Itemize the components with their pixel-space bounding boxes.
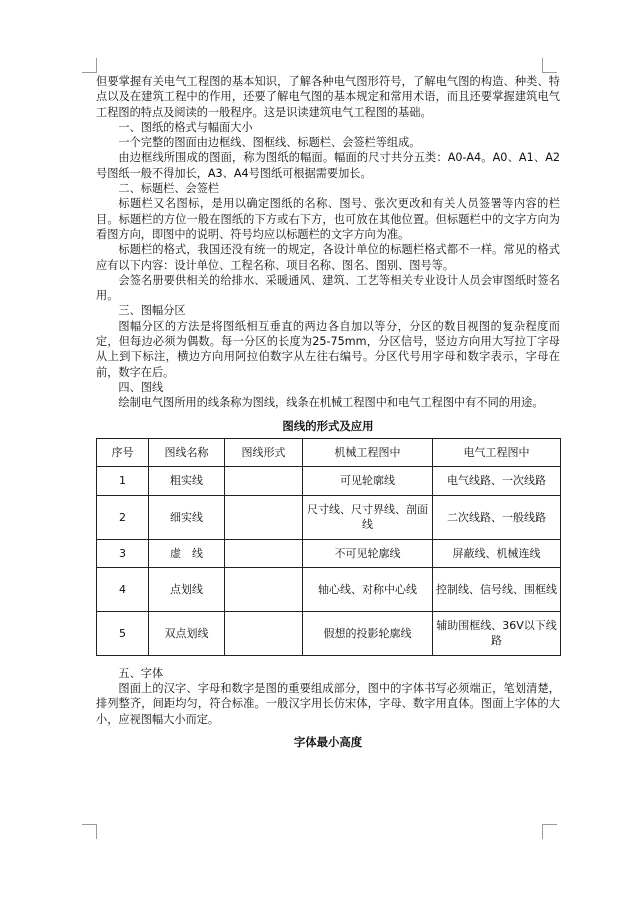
bottom-table-caption: 字体最小高度 [293,735,363,750]
crop-mark-top-left [82,58,97,73]
cell-line-form [225,611,303,655]
table-row [97,611,561,655]
cell-line-name: 粗实线 [149,466,225,495]
paragraph: 图面上的汉字、字母和数字是图的重要组成部分，图中的字体书写必须端正，笔划清楚，排列整齐，间距均匀，符合标准。一般汉字用长仿宋体，字母、数字用直体。图面上字体的大小，应视图幅大小而定。 [96,682,560,726]
cell-mechanical: 轴心线、对称中心线 [303,567,433,611]
cell-no: 4 [97,567,149,611]
paragraphs-bottom [96,666,560,727]
cell-line-form [225,495,303,539]
header-line-form: 图线形式 [225,438,303,466]
table-row [97,539,561,567]
paragraphs-top [96,74,560,411]
paragraph: 标题栏又名图标，是用以确定图纸的名称、图号、张次更改和有关人员签署等内容的栏目。标题栏的方位一般在图纸的下方或右下方，也可放在其他位置。但标题栏中的文字方向为看图方向，即图中的说明、符号均应以标题栏的文字方向为准。 [96,197,560,241]
paragraph: 由边框线所围成的图面，称为图纸的幅面。幅面的尺寸共分五类：A0-A4。A0、A1、A2号图纸一般不得加长，A3、A4号图纸可根据需要加长。 [96,151,560,180]
cell-no: 5 [97,611,149,655]
cell-line-name: 虚 线 [149,539,225,567]
cell-line-name: 双点划线 [149,611,225,655]
header-electrical: 电气工程图中 [433,438,561,466]
cell-line-name: 细实线 [149,495,225,539]
cell-line-form [225,466,303,495]
line-types-table [96,438,561,656]
table-row [97,567,561,611]
paragraph: 五、字体 [118,666,164,680]
table-row [97,466,561,495]
cell-mechanical: 不可见轮廓线 [303,539,433,567]
paragraph: 标题栏的格式，我国还没有统一的规定，各设计单位的标题栏格式都不一样。常见的格式应有以下内容：设计单位、工程名称、项目名称、图名、图别、图号等。 [96,243,560,272]
spacer [96,656,560,666]
cell-mechanical: 可见轮廓线 [303,466,433,495]
header-no: 序号 [97,438,149,466]
cell-electrical: 二次线路、一般线路 [433,495,561,539]
paragraph: 四、图线 [118,380,164,394]
paragraph: 一、图纸的格式与幅面大小 [118,120,253,134]
crop-mark-top-right [542,58,557,73]
table-row [97,495,561,539]
paragraph: 二、标题栏、会签栏 [118,182,220,196]
paragraph: 会签名册要供相关的给排水、采暖通风、建筑、工艺等相关专业设计人员会审图纸时签名用。 [96,273,560,303]
cell-electrical: 屏蔽线、机械连线 [433,539,561,567]
cell-no: 1 [97,466,149,495]
cell-electrical: 控制线、信号线、围框线 [433,567,561,611]
cell-no: 2 [97,495,149,539]
cell-electrical: 电气线路、一次线路 [433,466,561,495]
paragraph: 但要掌握有关电气工程图的基本知识，了解各种电气图形符号，了解电气图的构造、种类、特点以及在建筑工程中的作用，还要了解电气图的基本规定和常用术语，而且还要掌握建筑电气工程图的特点及阅读的一般程序。这是识读建筑电气工程图的基础。 [96,75,560,119]
cell-mechanical: 尺寸线、尺寸界线、剖面线 [303,495,433,539]
paragraph: 绘制电气图所用的线条称为图线，线条在机械工程图中和电气工程图中有不同的用途。 [118,396,544,410]
paragraph: 图幅分区的方法是将图纸相互垂直的两边各自加以等分，分区的数目视图的复杂程度而定，但每边必须为偶数。每一分区的长度为25-75mm，分区信号，竖边方向用大写拉丁字母从上到下标注，横边方向用阿拉伯数字从左往右编号。分区代号用字母和数字表示，字母在前，数字在后。 [96,319,560,379]
cell-electrical: 辅助围框线、36V以下线路 [433,611,561,655]
table-caption: 图线的形式及应用 [282,418,374,433]
page-content [96,74,560,754]
crop-mark-bottom-right [542,824,557,839]
crop-mark-bottom-left [82,824,97,839]
cell-line-form [225,567,303,611]
header-mechanical: 机械工程图中 [303,438,433,466]
cell-line-name: 点划线 [149,567,225,611]
cell-no: 3 [97,539,149,567]
cell-mechanical: 假想的投影轮廓线 [303,611,433,655]
table-header-row [97,438,561,466]
paragraph: 一个完整的图面由边框线、图框线、标题栏、会签栏等组成。 [118,136,421,150]
header-line-name: 图线名称 [149,438,225,466]
paragraph: 三、图幅分区 [118,304,186,318]
cell-line-form [225,539,303,567]
